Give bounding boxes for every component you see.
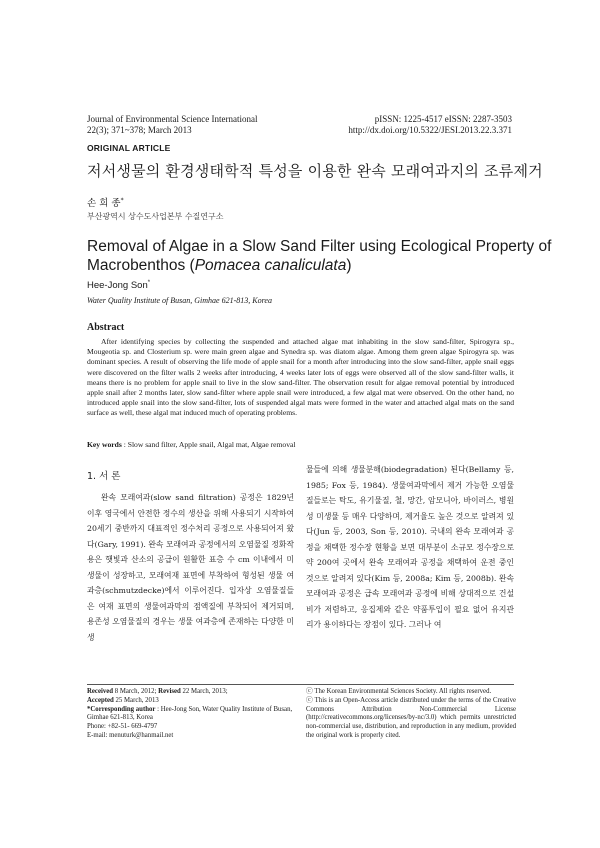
accepted-date: 25 March, 2013 — [113, 696, 159, 704]
revised-label: Revised — [158, 688, 181, 695]
email: E-mail: menuturk@hanmail.net — [87, 731, 174, 739]
doi-link[interactable]: http://dx.doi.org/10.5322/JESI.2013.22.3.371 — [348, 125, 512, 135]
english-title — [87, 237, 552, 275]
english-title-suffix: ) — [346, 257, 352, 274]
english-title-prefix: Macrobenthos ( — [87, 257, 195, 274]
english-title-line1: Removal of Algae in a Slow Sand Filter using Ecological Property of — [87, 238, 552, 255]
article-type: ORIGINAL ARTICLE — [87, 143, 171, 153]
korean-author-name: 손 희 종 — [87, 198, 121, 209]
body-column-right: 물들에 의해 생물분해(biodegradation) 된다(Bellamy 등, 1985; Fox 등, 1984). 생물여과막에서 제거 가능한 오염물질들로는 탁도, 유기물질, 철, 망간, 암모니아, 바이러스, 병원성 미생물 등 매우 다양하며, 제거율도 높은 것으로 알려져 있다(Jun 등, 2003, Son 등, 2010). 국내의 완속 모래여과 공정을 채택한 정수장 현황을 보면 대부분이 소규모 정수장으로 약 200여 곳에서 완속 모래여과 공정을 채택하여 운전 중인 것으로 알려져 있다(Kim 등, 2008a; Kim 등, 2008b). 완속 모래여과 공정은 급속 모래여과 공정에 비해 상대적으로 건설비가 저렴하고, 응집제와 같은 약품투입이 필요 없어 유지관리가 용이하다는 장점이 있다. 그러나 여 — [306, 465, 514, 629]
copyright: ⓒ The Korean Environmental Sciences Society. All rights reserved. — [306, 688, 492, 695]
abstract-text: After identifying species by collecting the suspended and attached algae mat inhabiting in the slow sand-filter, Spirogyra sp., Mougeotia sp. and Closterium sp. were main green algae and Synedra sp. was diatom algae. Among them green algae Spirogyra sp. was dominant species. A result of observing the life mode of apple snail for a month after introducing into the slow sand-filter, apple snail eggs were discovered on the filter walls 2 weeks after introducing, 4 weeks later lots of eggs were observed all of the slow sand-filter walls, it means there is no problem for apple snail to live in the slow sand-filter. The observation result for algae removal potential by introduced apple snail after 2 months later, slow sand-filter where apple snail were introduced, a few algal mat were observed. On the other hand, no introduced apple snail into the slow sand-filter, lots of suspended algal mats were formed in the water and attached algal mats on the sand surface as well, these algal mat induced much of operating problems. — [87, 337, 514, 418]
body-column-left: 완속 모래여과(slow sand filtration) 공정은 1829년 이후 영국에서 안전한 정수의 생산을 위해 사용되기 시작하여 20세기 중반까지 대표적인 정수처리 공정으로 사용되어져 왔다(Gary, 1991). 완속 모래여과 공정에서의 오염물질 정화작용은 햇빛과 산소의 공급이 원활한 표층 수 cm 이내에서 미생물이 성장하고, 모래여재 표면에 부착하여 형성된 생물 여과층(schmutzdecke)에서 이루어진다. 입자상 오염물질들은 여재 표면의 생물여과막의 점액질에 부착되어 제거되며, 용존성 오염물질의 경우는 생물 여과층에 존재하는 다양한 미생 — [87, 493, 294, 642]
footnote-right — [306, 688, 516, 741]
abstract-heading: Abstract — [87, 322, 125, 333]
issn: pISSN: 1225-4517 eISSN: 2287-3503 — [374, 114, 512, 124]
english-author-name: Hee-Jong Son — [87, 280, 148, 292]
license: ⓒ This is an Open-Access article distributed under the terms of the Creative Commons Attribution Non-Commercial License (http://creativecommons.org/licenses/by-nc/3.0) which permits unrestricted non-commercial use, distribution, and reproduction in any medium, provided the original work is properly cited. — [306, 696, 516, 739]
section-heading: 1. 서 론 — [87, 471, 121, 482]
footnote-divider — [87, 684, 514, 685]
english-title-line2 — [87, 256, 527, 275]
revised-date: 22 March, 2013; — [180, 688, 228, 695]
corresponding-text: : Hee-Jong Son, Water Quality Institute of Busan, Gimhae 621-813, Korea — [87, 705, 293, 722]
journal-header-right — [272, 114, 512, 136]
received-line — [87, 688, 297, 697]
english-affiliation: Water Quality Institute of Busan, Gimhae 621-813, Korea — [87, 296, 272, 305]
accepted-line — [87, 697, 297, 706]
corresponding-label: *Corresponding author — [87, 705, 156, 713]
english-author — [87, 280, 150, 291]
received-date: 8 March, 2012; — [113, 688, 159, 695]
footnote-left — [87, 688, 297, 741]
phone: Phone: +82-51- 669-4797 — [87, 723, 158, 731]
keywords-label: Key words — [87, 440, 122, 449]
received-label: Received — [87, 688, 114, 695]
korean-author — [87, 195, 124, 209]
english-author-mark: * — [147, 280, 151, 286]
journal-volume: 22(3); 371~378; March 2013 — [87, 125, 192, 135]
corresponding-author — [87, 706, 297, 724]
keywords-text: : Slow sand filter, Apple snail, Algal mat, Algae removal — [121, 440, 296, 449]
journal-name: Journal of Environmental Science International — [87, 114, 258, 124]
korean-title: 저서생물의 환경생태학적 특성을 이용한 완속 모래여과지의 조류제거 — [87, 162, 543, 180]
accepted-label: Accepted — [87, 696, 114, 704]
keywords — [87, 440, 514, 449]
korean-affiliation: 부산광역시 상수도사업본부 수질연구소 — [87, 212, 224, 221]
species-name: Pomacea canaliculata — [194, 257, 347, 274]
korean-author-mark: * — [120, 196, 124, 204]
